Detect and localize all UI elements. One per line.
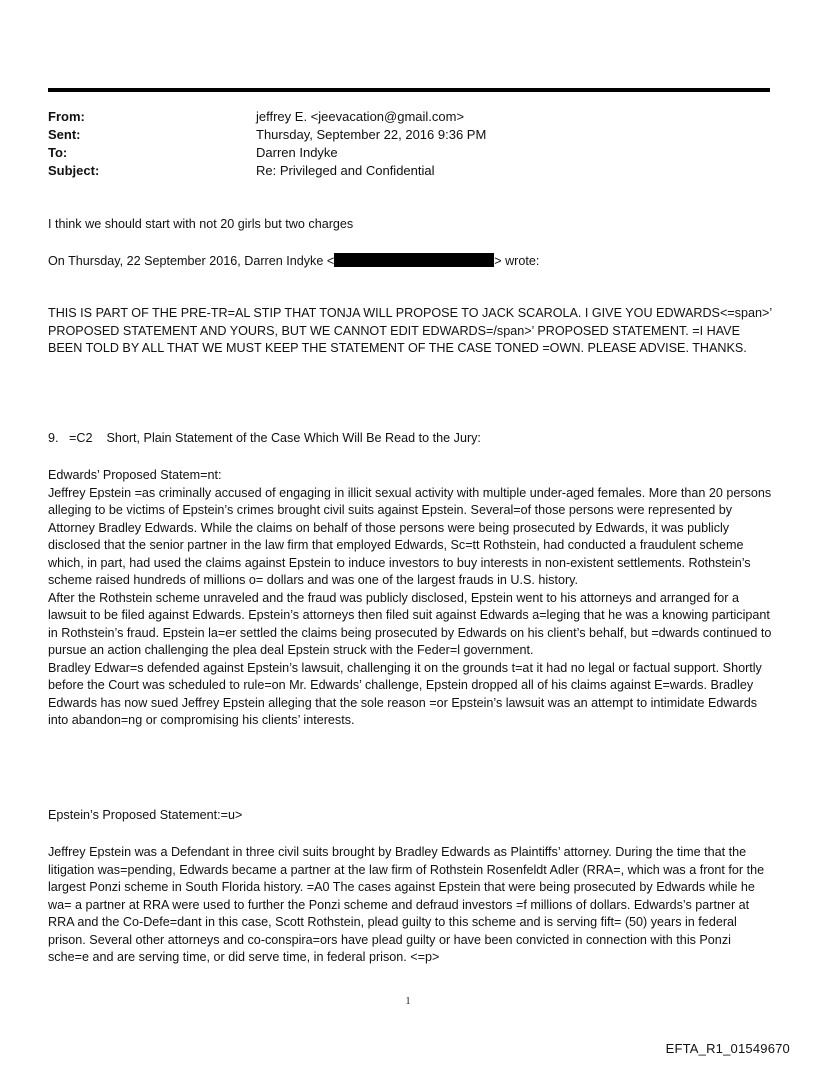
sent-value: Thursday, September 22, 2016 9:36 PM [256, 127, 487, 142]
from-label: From: [48, 109, 85, 124]
subject-value: Re: Privileged and Confidential [256, 163, 435, 178]
section-heading [48, 430, 772, 448]
edwards-paragraph-2: After the Rothstein scheme unraveled and the fraud was publicly disclosed, Epstein went to his attorneys and arranged for a lawsuit to be filed against Edwards. Epstein’s attorneys then filed suit against Edwards a=leging that he was a knowing participant in Rothstein’s fraud. Epstein la=er settled the claims being prosecuted by Edwards on his client’s behalf, but =dwards continued to pursue an action challenging the plea deal Epstein struck with the Feder=l government. [48, 590, 772, 657]
edwards-statement [48, 467, 772, 730]
page-number: 1 [405, 996, 411, 1007]
subject-row [48, 162, 486, 180]
reply-line: I think we should start with not 20 girls but two charges [48, 217, 354, 231]
section-heading-text: 9. =C2 Short, Plain Statement of the Case Which Will Be Read to the Jury: [48, 431, 481, 445]
reply-text [48, 216, 772, 234]
to-value: Darren Indyke [256, 145, 338, 160]
redaction-box [334, 253, 494, 267]
quote-intro-before: On Thursday, 22 September 2016, Darren Indyke < [48, 254, 335, 268]
to-row [48, 144, 486, 162]
epstein-heading [48, 807, 772, 825]
quote-intro [48, 253, 772, 271]
header-rule [48, 88, 770, 92]
email-header [48, 108, 486, 180]
caps-paragraph [48, 305, 772, 358]
caps-text: THIS IS PART OF THE PRE-TR=AL STIP THAT TONJA WILL PROPOSE TO JACK SCAROLA. I GIVE YOU EDWARDS<=span>’ PROPOSED STATEMENT AND YOURS, BUT WE CANNOT EDIT EDWARDS=/span>’ PROPOSED STATEMENT. =I HAVE BEEN TOLD BY ALL THAT WE MUST KEEP THE STATEMENT OF THE CASE TONED =OWN. PLEASE ADVISE. THANKS. [48, 306, 772, 355]
epstein-statement [48, 844, 772, 967]
from-row [48, 108, 486, 126]
from-value: jeffrey E. <jeevacation@gmail.com> [256, 109, 465, 124]
edwards-paragraph-1: Jeffrey Epstein =as criminally accused of engaging in illicit sexual activity with multiple under-aged females. More than 20 persons alleging to be victims of Epstein’s crimes brought civil suits against Epstein. Several=of those persons were represented by Attorney Bradley Edwards. While the claims on behalf of those persons were being prosecuted by Edwards, it was publicly disclosed that the senior partner in the law firm that employed Edwards, Sc=tt Rothstein, had conducted a fraudulent scheme which, in part, had used the claims against Epstein to induce investors to buy interests in non-existent settlements. Rothstein’s scheme raised hundreds of millions o= dollars and was one of the largest frauds in U.S. history. [48, 485, 772, 587]
edwards-paragraph-3: Bradley Edwar=s defended against Epstein’s lawsuit, challenging it on the grounds t=at it had no legal or factual support. Shortly before the Court was scheduled to rule=on Mr. Edwards’ challenge, Epstein dropped all of his claims against E=wards. Bradley Edwards has now sued Jeffrey Epstein alleging that the sole reason =or Epstein’s lawsuit was an attempt to intimidate Edwards into abandon=ng or compromising his clients’ interests. [48, 660, 762, 727]
epstein-heading-text: Epstein’s Proposed Statement:=u> [48, 808, 243, 822]
to-label: To: [48, 145, 68, 160]
bates-number: EFTA_R1_01549670 [665, 1041, 790, 1056]
edwards-heading: Edwards’ Proposed Statem=nt: [48, 468, 222, 482]
quote-intro-after: > wrote: [494, 254, 540, 268]
sent-label: Sent: [48, 127, 81, 142]
sent-row [48, 126, 486, 144]
epstein-paragraph-1: Jeffrey Epstein was a Defendant in three civil suits brought by Bradley Edwards as Plaintiffs’ attorney. During the time that the litigation was=pending, Edwards became a partner at the law firm of Rothstein Rosenfeldt Adler (RRA=, which was a front for the largest Ponzi scheme in South Florida history. =A0 The cases against Epstein that were being prosecuted by Edwards while he wa= a partner at RRA were used to further the Ponzi scheme and defraud investors =f millions of dollars. Edwards’s partner at RRA and the Co-Defe=dant in this case, Scott Rothstein, plead guilty to this scheme and is serving fift= (50) years in federal prison. Several other attorneys and co-conspira=ors have plead guilty or have been convicted in connection with this Ponzi sche=e and are serving time, or did serve time, in federal prison. <=p> [48, 845, 765, 964]
subject-label: Subject: [48, 163, 100, 178]
